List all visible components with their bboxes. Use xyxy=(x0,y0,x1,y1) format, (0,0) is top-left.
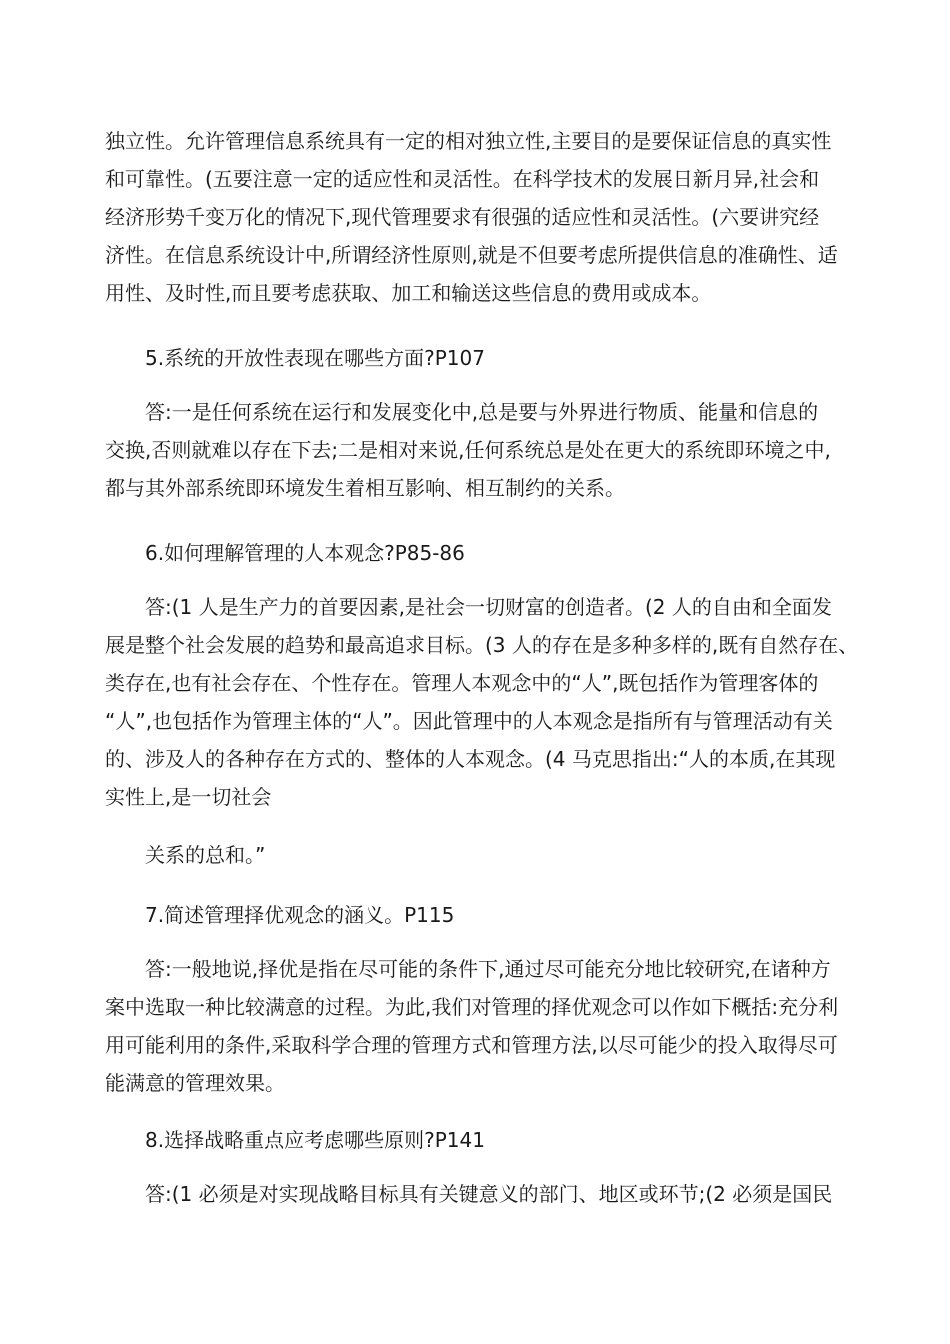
paragraph-line: 和可靠性。(五要注意一定的适应性和灵活性。在科学技术的发展日新月异,社会和 xyxy=(105,167,820,191)
answer-line: 关系的总和。” xyxy=(145,843,266,867)
answer-line: 答:一是任何系统在运行和发展变化中,总是要与外界进行物质、能量和信息的 xyxy=(145,400,819,424)
answer-line: 都与其外部系统即环境发生着相互影响、相互制约的关系。 xyxy=(105,476,625,500)
paragraph-line: 经济形势千变万化的情况下,现代管理要求有很强的适应性和灵活性。(六要讲究经 xyxy=(105,205,820,229)
answer-line: 答:(1 人是生产力的首要因素,是社会一切财富的创造者。(2 人的自由和全面发 xyxy=(145,595,832,619)
answer-line: 案中选取一种比较满意的过程。为此,我们对管理的择优观念可以作如下概括:充分利 xyxy=(105,995,839,1019)
answer-line: 能满意的管理效果。 xyxy=(105,1071,285,1095)
answer-line: 的、涉及人的各种存在方式的、整体的人本观念。(4 马克思指出:“人的本质,在其现 xyxy=(105,747,836,771)
paragraph-line: 独立性。允许管理信息系统具有一定的相对独立性,主要目的是要保证信息的真实性 xyxy=(105,129,832,153)
question-heading: 8.选择战略重点应考虑哪些原则?P141 xyxy=(145,1128,485,1152)
question-heading: 7.简述管理择优观念的涵义。P115 xyxy=(145,903,455,927)
answer-line: 展是整个社会发展的趋势和最高追求目标。(3 人的存在是多种多样的,既有自然存在、 xyxy=(105,633,859,657)
answer-line: 答:(1 必须是对实现战略目标具有关键意义的部门、地区或环节;(2 必须是国民 xyxy=(145,1182,833,1206)
answer-line: 交换,否则就难以存在下去;二是相对来说,任何系统总是处在更大的系统即环境之中, xyxy=(105,438,831,462)
answer-line: 用可能利用的条件,采取科学合理的管理方式和管理方法,以尽可能少的投入取得尽可 xyxy=(105,1033,838,1057)
answer-line: “人”,也包括作为管理主体的“人”。因此管理中的人本观念是指所有与管理活动有关 xyxy=(105,709,833,733)
question-heading: 5.系统的开放性表现在哪些方面?P107 xyxy=(145,346,485,370)
question-heading: 6.如何理解管理的人本观念?P85-86 xyxy=(145,541,465,565)
paragraph-line: 济性。在信息系统设计中,所谓经济性原则,就是不但要考虑所提供信息的准确性、适 xyxy=(105,243,838,267)
paragraph-line: 用性、及时性,而且要考虑获取、加工和输送这些信息的费用或成本。 xyxy=(105,281,712,305)
answer-line: 类存在,也有社会存在、个性存在。管理人本观念中的“人”,既包括作为管理客体的 xyxy=(105,671,819,695)
answer-line: 答:一般地说,择优是指在尽可能的条件下,通过尽可能充分地比较研究,在诸种方 xyxy=(145,957,831,981)
answer-line: 实性上,是一切社会 xyxy=(105,785,272,809)
